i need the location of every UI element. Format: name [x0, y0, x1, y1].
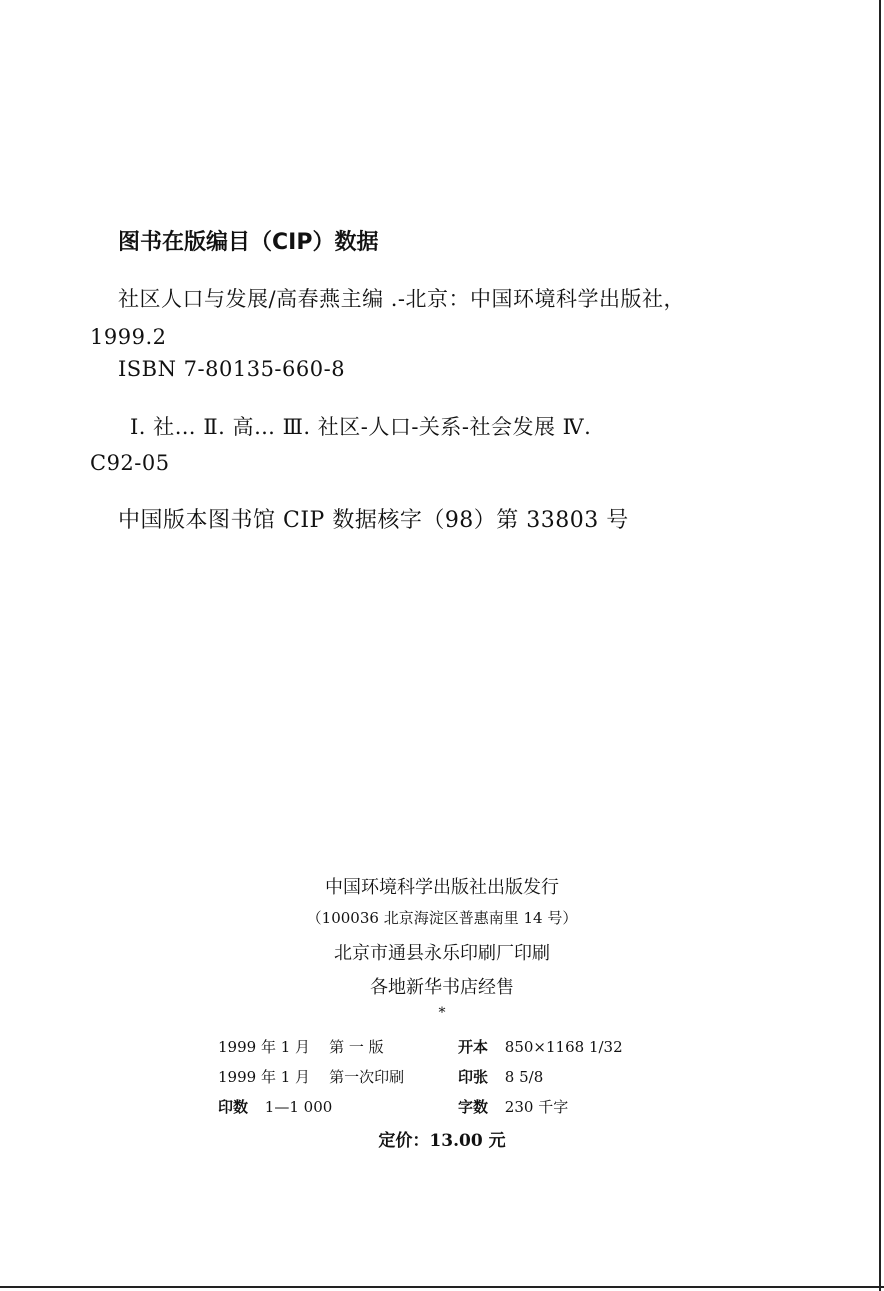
- cip-classification: C92-05: [90, 451, 170, 475]
- sheets-label: 印张: [458, 1068, 489, 1086]
- words-info: [458, 1096, 568, 1117]
- printer-name: 北京市通县永乐印刷厂印刷: [334, 943, 550, 964]
- edition-date: 1999 年 1 月: [218, 1038, 311, 1056]
- print-label: 第一次印刷: [329, 1068, 405, 1086]
- price: 定价：13.00 元: [378, 1131, 506, 1151]
- format-info: [458, 1036, 623, 1057]
- print-info: [218, 1066, 404, 1087]
- copies-label: 印数: [218, 1098, 249, 1116]
- cip-isbn: ISBN 7-80135-660-8: [118, 357, 346, 381]
- publisher-name: 中国环境科学出版社出版发行: [325, 877, 559, 898]
- edition-info: [218, 1036, 384, 1057]
- publisher-address: （100036 北京海淀区普惠南里 14 号）: [306, 909, 578, 927]
- words-label: 字数: [458, 1098, 489, 1116]
- cip-title-line: 社区人口与发展/高春燕主编 .-北京：中国环境科学出版社，: [118, 287, 686, 311]
- print-date: 1999 年 1 月: [218, 1068, 311, 1086]
- copies-info: [218, 1096, 332, 1117]
- page-bottom-edge: [0, 1286, 884, 1288]
- sheets-info: [458, 1066, 543, 1087]
- cip-verification-number: 中国版本图书馆 CIP 数据核字（98）第 33803 号: [118, 508, 629, 533]
- distributor: 各地新华书店经售: [370, 977, 514, 998]
- page-right-edge: [879, 0, 881, 1291]
- edition-label: 第 一 版: [329, 1038, 384, 1056]
- format-value: 850×1168 1/32: [504, 1038, 623, 1056]
- copies-value: 1—1 000: [264, 1098, 333, 1116]
- separator-asterisk: *: [438, 1005, 446, 1021]
- cip-title: 图书在版编目（CIP）数据: [118, 230, 379, 255]
- cip-subject-headings: Ⅰ. 社… Ⅱ. 高… Ⅲ. 社区-人口-关系-社会发展 Ⅳ.: [130, 415, 592, 439]
- cip-date: 1999.2: [90, 325, 167, 349]
- sheets-value: 8 5/8: [504, 1068, 544, 1086]
- format-label: 开本: [458, 1038, 489, 1056]
- words-value: 230 千字: [504, 1098, 569, 1116]
